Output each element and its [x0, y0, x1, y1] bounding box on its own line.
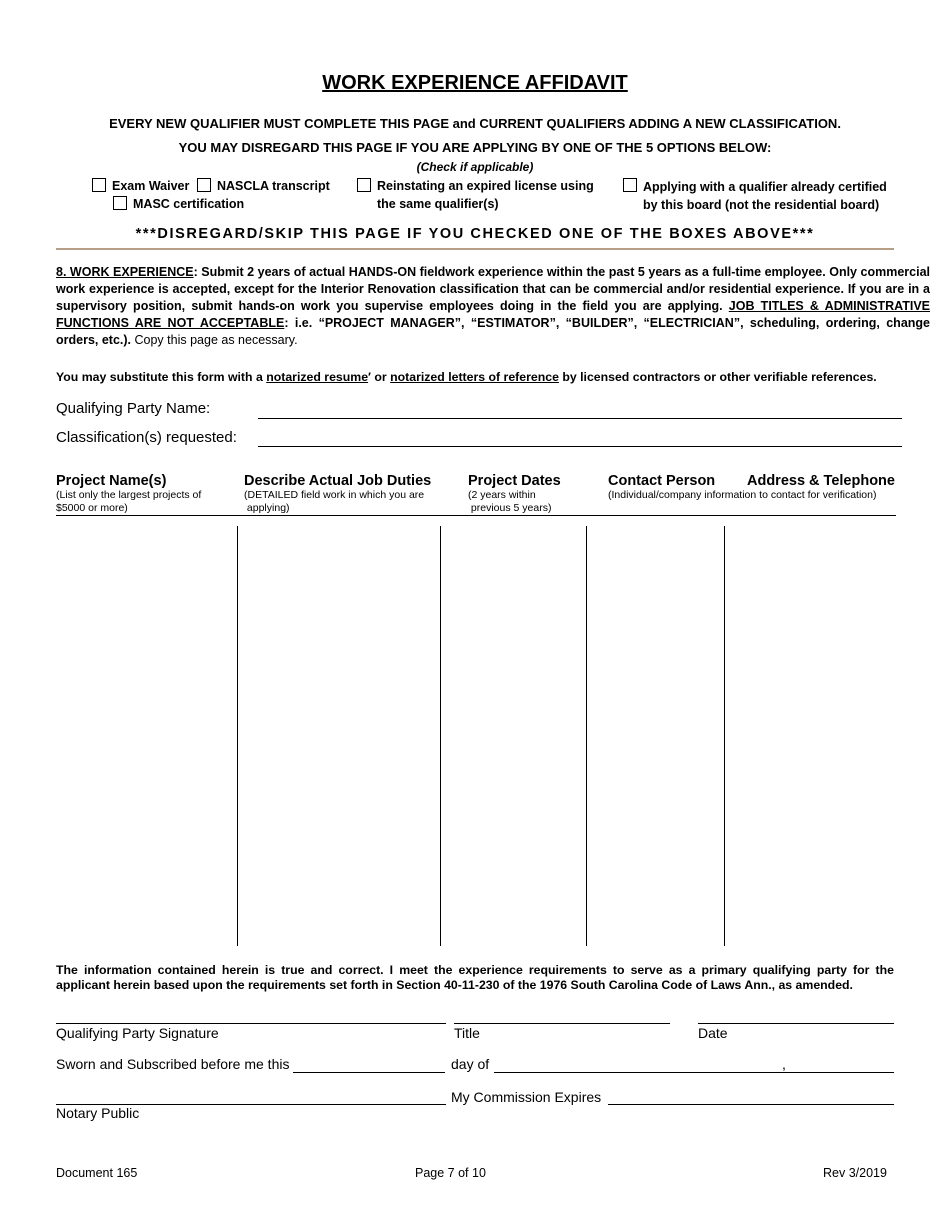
- qualifying-party-name-field[interactable]: [258, 418, 902, 419]
- footer-page: Page 7 of 10: [415, 1166, 486, 1180]
- col-project-name-sub-1: (List only the largest projects of: [56, 489, 202, 501]
- col-project-dates-header: Project Dates: [468, 473, 561, 489]
- project-name-cell[interactable]: [56, 526, 237, 946]
- col-job-duties-header: Describe Actual Job Duties: [244, 473, 432, 489]
- col-project-name-sub-2: $5000 or more): [56, 502, 128, 514]
- check-hint: (Check if applicable): [416, 160, 534, 174]
- qp-signature-label: Qualifying Party Signature: [56, 1025, 219, 1041]
- notarized-resume: notarized resume: [266, 370, 369, 384]
- commission-expires-label: My Commission Expires: [451, 1089, 602, 1105]
- notary-public-label: Notary Public: [56, 1105, 140, 1121]
- col-contact-person-header: Contact Person: [608, 473, 716, 489]
- sworn-day-field[interactable]: [293, 1072, 445, 1073]
- col-contact-sub: (Individual/company information to contact for verification): [608, 489, 877, 501]
- col-project-dates-sub-1: (2 years within: [468, 489, 536, 501]
- job-duties-cell[interactable]: [238, 526, 440, 946]
- col-job-duties-sub-2: applying): [244, 502, 290, 514]
- col-project-dates-sub-2: previous 5 years): [468, 502, 552, 514]
- table-header-rule: [56, 515, 896, 516]
- classifications-label: Classification(s) requested:: [56, 429, 237, 446]
- section-divider: [56, 248, 894, 250]
- project-dates-cell[interactable]: [441, 526, 586, 946]
- reinstating-checkbox[interactable]: [357, 178, 371, 192]
- reinstating-label-2: the same qualifier(s): [377, 197, 499, 211]
- nascla-checkbox[interactable]: [197, 178, 211, 192]
- declaration: The information contained herein is true and correct. I meet the experience requirements to serve as a primary qualifying party for the applicant herein based upon the requirements set forth in Section 40-11-230 of the 1976 South Carolina Code of Laws Ann., as amended.: [56, 963, 894, 992]
- address-phone-cell[interactable]: [725, 526, 895, 946]
- applying-label-1: Applying with a qualifier already certified: [643, 180, 887, 194]
- month-year-field[interactable]: [494, 1072, 894, 1073]
- col-job-duties-sub-1: (DETAILED field work in which you are: [244, 489, 425, 501]
- day-of-label: day of: [451, 1056, 490, 1072]
- footer-rev: Rev 3/2019: [823, 1166, 887, 1180]
- substitute-note: You may substitute this form with a notarized resume′ or notarized letters of reference by licensed contractors or other verifiable references.: [56, 370, 877, 384]
- date-label: Date: [698, 1025, 728, 1041]
- section-heading: 8. WORK EXPERIENCE: [56, 265, 194, 279]
- classifications-field[interactable]: [258, 446, 902, 447]
- col-address-phone-header: Address & Telephone: [747, 473, 895, 489]
- reinstating-label-1: Reinstating an expired license using: [377, 179, 594, 193]
- contact-person-cell[interactable]: [587, 526, 724, 946]
- applying-label-2: by this board (not the residential board): [643, 198, 880, 212]
- nascla-label: NASCLA transcript: [217, 179, 330, 193]
- exam-waiver-label: Exam Waiver: [112, 179, 190, 193]
- title-label: Title: [454, 1025, 480, 1041]
- qp-signature-field[interactable]: [56, 1023, 446, 1024]
- section-text-2: : i.e. “PROJECT MANAGER”, “ESTIMATOR”, “BUILDER”, “ELECTRICIAN”, scheduling, ordering, change orders, etc.).: [56, 316, 930, 347]
- col-project-name-header: Project Name(s): [56, 473, 167, 489]
- date-field[interactable]: [698, 1023, 894, 1024]
- qualifying-party-name-label: Qualifying Party Name:: [56, 400, 211, 417]
- work-experience-paragraph: [56, 264, 930, 349]
- page-title: WORK EXPERIENCE AFFIDAVIT: [322, 72, 628, 94]
- instruction-line-2: YOU MAY DISREGARD THIS PAGE IF YOU ARE APPLYING BY ONE OF THE 5 OPTIONS BELOW:: [178, 140, 772, 155]
- masc-checkbox[interactable]: [113, 196, 127, 210]
- comma-separator: ,: [782, 1056, 786, 1072]
- exam-waiver-checkbox[interactable]: [92, 178, 106, 192]
- notarized-letters: notarized letters of reference: [390, 370, 559, 384]
- copy-note: Copy this page as necessary.: [131, 333, 298, 347]
- skip-notice: ***DISREGARD/SKIP THIS PAGE IF YOU CHECKED ONE OF THE BOXES ABOVE***: [135, 226, 815, 242]
- masc-label: MASC certification: [133, 197, 245, 211]
- title-field[interactable]: [454, 1023, 670, 1024]
- sworn-label: Sworn and Subscribed before me this: [56, 1056, 290, 1072]
- section-text-1: : Submit 2 years of actual HANDS-ON fieldwork experience within the past 5 years as a full-time employee. Only commercial work experience is accepted, except for the Interior Renovation classification that can be commercial and/or residential experience. If you are in a supervisory position, submit hands-on work you supervise employees doing in the field you are applying.: [56, 265, 930, 313]
- footer-document: Document 165: [56, 1166, 138, 1180]
- applying-checkbox[interactable]: [623, 178, 637, 192]
- commission-expires-field[interactable]: [608, 1104, 894, 1105]
- instruction-line-1: EVERY NEW QUALIFIER MUST COMPLETE THIS PAGE and CURRENT QUALIFIERS ADDING A NEW CLASSIFICATION.: [109, 116, 841, 131]
- job-titles-note: JOB TITLES & ADMINISTRATIVE FUNCTIONS ARE NOT ACCEPTABLE: [56, 299, 931, 330]
